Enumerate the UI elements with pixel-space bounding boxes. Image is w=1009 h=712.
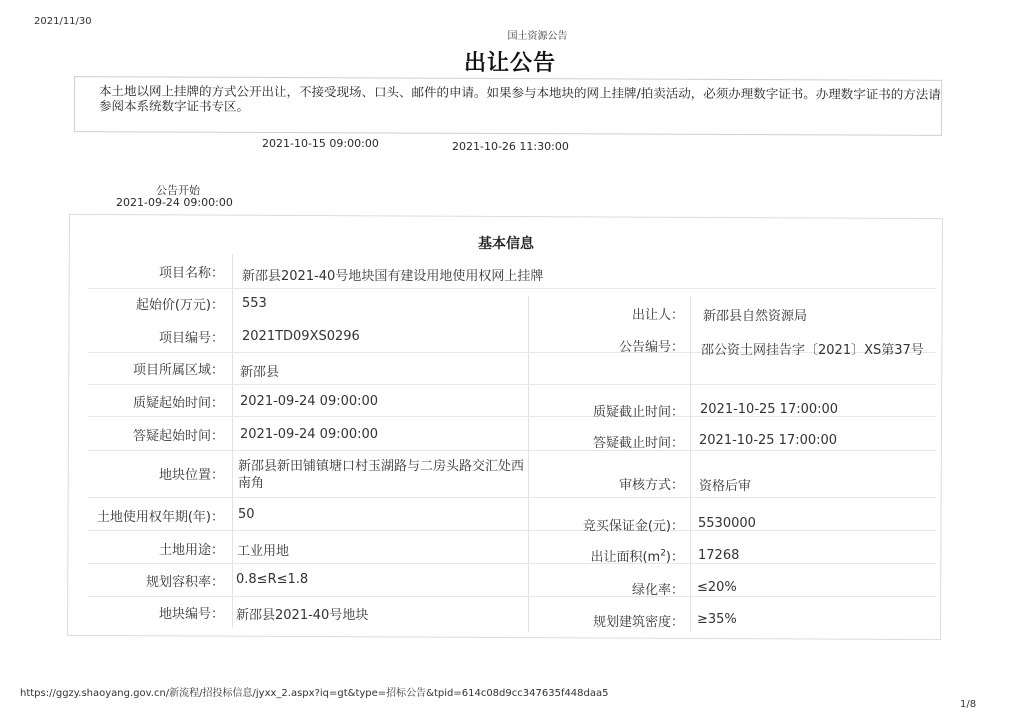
- table-row-divider: [88, 497, 936, 498]
- region-label: 项目所属区域：: [132, 363, 224, 378]
- review-value: 资格后审: [699, 479, 752, 494]
- page-number: 1/8: [960, 699, 977, 710]
- parcel-no-label: 地块编号：: [158, 607, 224, 622]
- parcel-no-value: 新邵县2021-40号地块: [236, 608, 369, 623]
- notice-no-value: 邵公资土网挂告字〔2021〕XS第37号: [701, 343, 924, 358]
- term-label: 土地使用权年期(年)：: [96, 510, 224, 525]
- answer-end-value: 2021-10-25 17:00:00: [699, 433, 838, 448]
- project-no-label: 项目编号：: [158, 331, 224, 346]
- table-divider: [690, 296, 691, 632]
- far-value: 0.8≤R≤1.8: [236, 572, 309, 587]
- table-row-divider: [88, 563, 936, 564]
- start-price-label: 起始价(万元)：: [135, 298, 224, 313]
- start-price-value: 553: [242, 296, 267, 311]
- seller-label: 出让人：: [631, 308, 684, 323]
- table-row-divider: [88, 530, 936, 531]
- location-label: 地块位置：: [158, 468, 224, 483]
- table-divider: [528, 296, 529, 632]
- notice-box: [74, 76, 942, 136]
- answer-start-value: 2021-09-24 09:00:00: [240, 427, 379, 442]
- table-divider: [232, 254, 233, 628]
- header-title: 国土资源公告: [507, 31, 568, 42]
- basic-info-title: 基本信息: [478, 236, 534, 252]
- area-label-post: )：: [665, 550, 684, 565]
- timeline-start: 2021-10-15 09:00:00: [262, 137, 379, 150]
- project-name-value: 新邵县2021-40号地块国有建设用地使用权网上挂牌: [242, 269, 544, 284]
- use-value: 工业用地: [237, 544, 290, 559]
- footer-url: https://ggzy.shaoyang.gov.cn/新流程/招投标信息/jyxx_2.aspx?iq=gt&type=招标公告&tpid=614c08d9cc347635f448daa5: [20, 688, 609, 699]
- table-row-divider: [88, 596, 936, 597]
- area-label-pre: 出让面积(m: [590, 550, 661, 565]
- notice-no-label: 公告编号：: [618, 340, 684, 355]
- project-name-label: 项目名称：: [158, 266, 224, 281]
- density-label: 规划建筑密度：: [592, 615, 684, 630]
- query-end-label: 质疑截止时间：: [592, 405, 684, 420]
- green-value: ≤20%: [697, 580, 737, 595]
- table-row-divider: [88, 288, 936, 289]
- far-label: 规划容积率：: [145, 575, 224, 590]
- notice-text: 本土地以网上挂牌的方式公开出让，不接受现场、口头、邮件的申请。如果参与本地块的网上挂牌/拍卖活动，必须办理数字证书。办理数字证书的方法请参阅本系统数字证书专区。: [98, 83, 941, 114]
- area-label: [590, 546, 684, 565]
- page-title: 出让公告: [463, 51, 556, 76]
- region-value: 新邵县: [240, 365, 280, 380]
- answer-end-label: 答疑截止时间：: [592, 436, 684, 451]
- answer-start-label: 答疑起始时间：: [132, 429, 224, 444]
- location-value: 新邵县新田铺镇塘口村玉湖路与二房头路交汇处西南角: [238, 459, 525, 491]
- deposit-label: 竞买保证金(元)：: [582, 519, 684, 534]
- review-label: 审核方式：: [618, 478, 684, 493]
- timeline-end: 2021-10-26 11:30:00: [452, 140, 569, 153]
- green-label: 绿化率：: [631, 583, 684, 598]
- announce-start-label: 公告开始: [156, 184, 200, 197]
- area-value: 17268: [698, 548, 740, 563]
- table-row-divider: [88, 450, 936, 451]
- project-no-value: 2021TD09XS0296: [242, 329, 360, 344]
- query-start-value: 2021-09-24 09:00:00: [240, 394, 379, 409]
- query-end-value: 2021-10-25 17:00:00: [700, 402, 839, 417]
- seller-value: 新邵县自然资源局: [703, 309, 808, 324]
- term-value: 50: [238, 507, 255, 522]
- area-label-sup: 2: [660, 548, 666, 559]
- deposit-value: 5530000: [698, 516, 756, 531]
- print-date: 2021/11/30: [34, 16, 92, 27]
- density-value: ≥35%: [697, 612, 737, 627]
- table-row-divider: [88, 384, 936, 385]
- use-label: 土地用途：: [158, 543, 224, 558]
- query-start-label: 质疑起始时间：: [132, 396, 224, 411]
- announce-start-time: 2021-09-24 09:00:00: [116, 196, 233, 209]
